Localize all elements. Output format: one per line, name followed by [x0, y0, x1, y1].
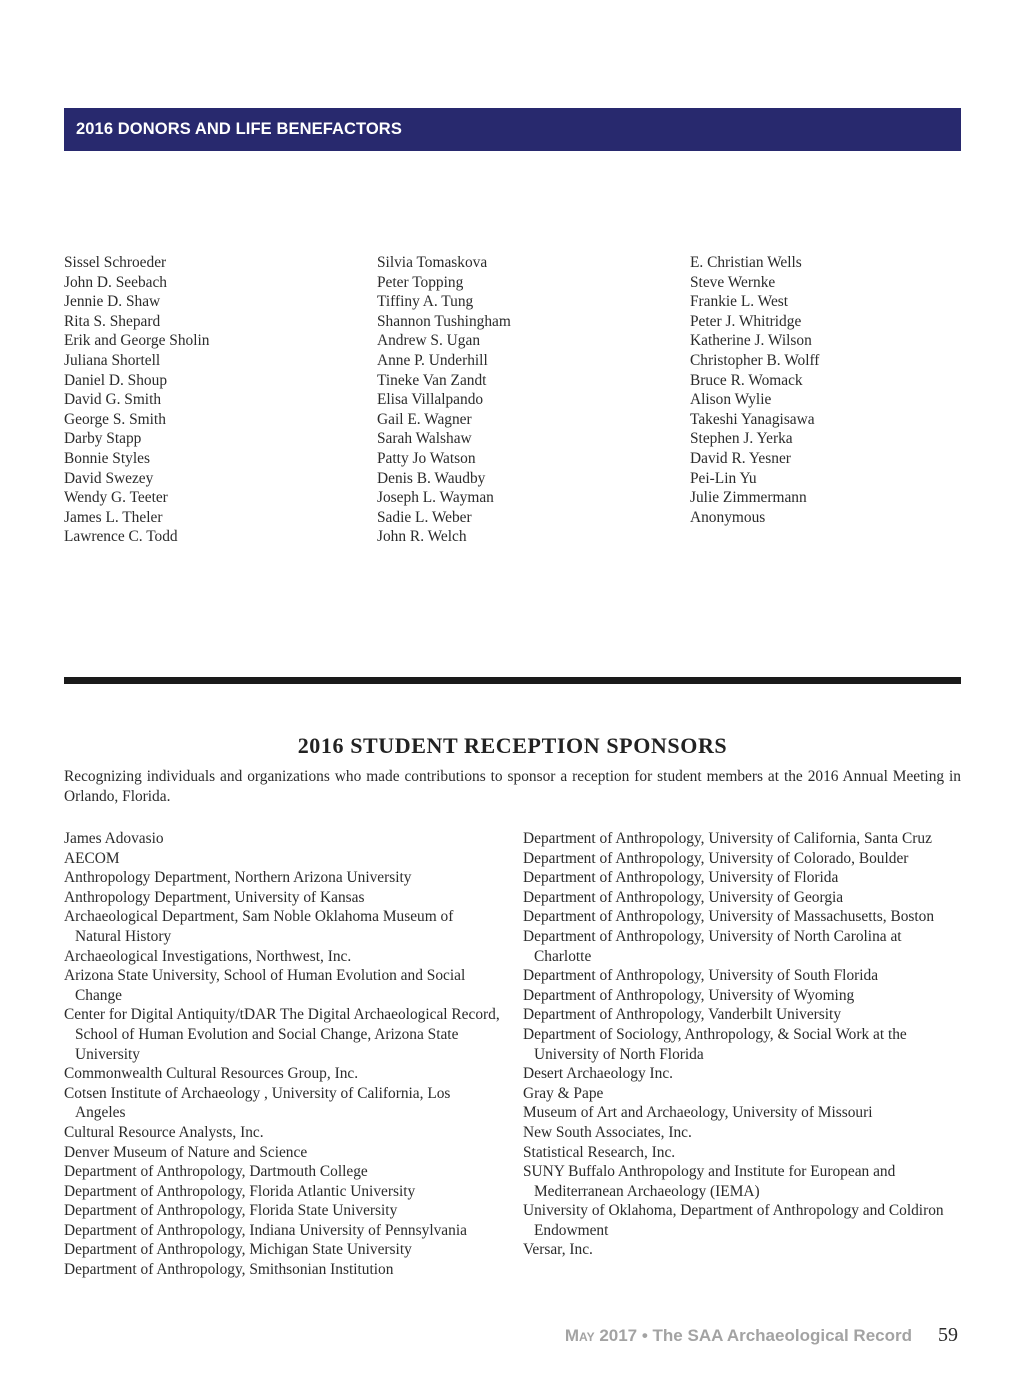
donor-name: Silvia Tomaskova — [377, 254, 488, 271]
donor-name: Patty Jo Watson — [377, 449, 476, 467]
donor-name: Anonymous — [690, 508, 766, 526]
donor-name: Juliana Shortell — [64, 351, 161, 369]
sponsor-name: New South Associates, Inc. — [523, 1123, 692, 1141]
sponsors-column-1 — [64, 829, 502, 1280]
donor-name: John D. Seebach — [64, 273, 168, 291]
donor-name: Gail E. Wagner — [377, 410, 472, 428]
donor-name: Christopher B. Wolff — [690, 351, 820, 369]
donor-name: Sadie L. Weber — [377, 508, 472, 526]
sponsor-name: University of Oklahoma, Department of Anthropology and Coldiron Endowment — [523, 1202, 944, 1239]
donor-name: Daniel D. Shoup — [64, 371, 168, 389]
sponsor-name: Department of Anthropology, Indiana University of Pennsylvania — [64, 1221, 467, 1239]
donor-name: James L. Theler — [64, 508, 163, 526]
donor-name: Bonnie Styles — [64, 449, 150, 467]
sponsors-section-heading: 2016 STUDENT RECEPTION SPONSORS — [297, 733, 728, 758]
donor-name: Peter Topping — [377, 273, 464, 291]
sponsor-name: Denver Museum of Nature and Science — [64, 1143, 308, 1161]
sponsor-name: Versar, Inc. — [523, 1241, 593, 1259]
sponsor-name: Department of Anthropology, Florida Atlantic University — [64, 1182, 416, 1200]
sponsor-name: Cotsen Institute of Archaeology , University of California, Los Angeles — [64, 1084, 451, 1122]
donor-name: Andrew S. Ugan — [377, 332, 481, 350]
sponsor-name: Museum of Art and Archaeology, University of Missouri — [523, 1104, 873, 1122]
donor-name: Darby Stapp — [64, 430, 142, 448]
donor-name: E. Christian Wells — [690, 254, 802, 271]
donors-column-3 — [690, 253, 819, 527]
sponsor-name: Center for Digital Antiquity/tDAR The Digital Archaeological Record, School of Human Evolution and Social Change, Arizona State University — [64, 1006, 500, 1063]
sponsor-name: Department of Anthropology, University of North Carolina at Charlotte — [523, 927, 902, 965]
sponsor-name: Department of Anthropology, University of Massachusetts, Boston — [523, 908, 935, 926]
sponsor-name: Department of Anthropology, University of Georgia — [523, 888, 844, 906]
sponsor-name: Department of Anthropology, University of Wyoming — [523, 986, 855, 1004]
donors-section-heading: 2016 DONORS AND LIFE BENEFACTORS — [76, 120, 402, 138]
donor-name: John R. Welch — [377, 528, 467, 546]
section-divider-rule — [64, 677, 961, 684]
sponsor-name: Department of Anthropology, Florida State University — [64, 1202, 398, 1220]
sponsor-name: Department of Anthropology, University of California, Santa Cruz — [523, 830, 932, 847]
sponsor-name: AECOM — [64, 849, 120, 867]
sponsor-name: Anthropology Department, Northern Arizona University — [64, 869, 412, 887]
donor-name: David Swezey — [64, 469, 154, 487]
sponsor-name: Anthropology Department, University of Kansas — [64, 888, 365, 906]
sponsor-name: James Adovasio — [64, 830, 164, 847]
donors-section-banner — [64, 108, 961, 151]
donor-name: Sissel Schroeder — [64, 254, 167, 271]
donor-name: Sarah Walshaw — [377, 430, 472, 448]
sponsor-name: Desert Archaeology Inc. — [523, 1065, 673, 1083]
sponsor-name: Department of Anthropology, Vanderbilt University — [523, 1006, 842, 1024]
donors-column-1 — [64, 253, 209, 547]
sponsor-name: Archaeological Department, Sam Noble Oklahoma Museum of Natural History — [64, 908, 454, 945]
donor-name: Erik and George Sholin — [64, 332, 210, 350]
donor-name: David G. Smith — [64, 391, 162, 409]
donors-column-2 — [377, 253, 511, 547]
sponsors-intro-text: Recognizing individuals and organizations who made contributions to sponsor a reception for student members at the 2016 Annual Meeting in Orlando, Florida. — [64, 768, 961, 805]
donor-name: Joseph L. Wayman — [377, 489, 494, 507]
donor-name: Stephen J. Yerka — [690, 430, 793, 448]
sponsor-name: Department of Anthropology, University of South Florida — [523, 967, 879, 985]
sponsor-name: Statistical Research, Inc. — [523, 1143, 676, 1161]
donor-name: George S. Smith — [64, 410, 166, 428]
sponsor-name: Cultural Resource Analysts, Inc. — [64, 1123, 264, 1141]
donor-name: Tineke Van Zandt — [377, 371, 487, 389]
donor-name: Lawrence C. Todd — [64, 528, 178, 546]
donor-name: David R. Yesner — [690, 449, 791, 467]
donor-name: Bruce R. Womack — [690, 371, 803, 389]
donor-name: Anne P. Underhill — [377, 351, 488, 369]
donor-name: Takeshi Yanagisawa — [690, 410, 815, 428]
donor-name: Elisa Villalpando — [377, 391, 484, 409]
donor-name: Julie Zimmermann — [690, 489, 807, 507]
donor-name: Katherine J. Wilson — [690, 332, 812, 350]
sponsor-name: Department of Anthropology, University of Florida — [523, 869, 839, 887]
sponsor-name: Commonwealth Cultural Resources Group, Inc. — [64, 1065, 359, 1083]
page-number: 59 — [938, 1324, 958, 1346]
footer-publication — [565, 1326, 912, 1346]
sponsor-name: Department of Sociology, Anthropology, & Social Work at the University of North Florida — [523, 1025, 907, 1063]
sponsor-name: Gray & Pape — [523, 1084, 604, 1102]
donor-name: Tiffiny A. Tung — [377, 293, 474, 311]
donor-name: Rita S. Shepard — [64, 312, 161, 330]
sponsor-name: Department of Anthropology, Michigan State University — [64, 1241, 412, 1259]
donor-name: Jennie D. Shaw — [64, 293, 161, 311]
donor-name: Shannon Tushingham — [377, 312, 511, 330]
donor-name: Pei-Lin Yu — [690, 469, 757, 487]
sponsor-name: Department of Anthropology, Smithsonian Institution — [64, 1261, 394, 1279]
donor-name: Alison Wylie — [690, 391, 772, 409]
sponsor-name: Arizona State University, School of Human Evolution and Social Change — [64, 967, 466, 1004]
page-footer — [565, 1324, 958, 1347]
footer-year-and-title: 2017 • The SAA Archaeological Record — [599, 1326, 912, 1345]
donor-name: Frankie L. West — [690, 293, 789, 311]
sponsor-name: SUNY Buffalo Anthropology and Institute for European and Mediterranean Archaeology (IEMA) — [523, 1163, 896, 1200]
sponsors-column-2 — [523, 829, 961, 1260]
footer-month: May — [564, 1326, 595, 1345]
donor-name: Peter J. Whitridge — [690, 312, 802, 330]
sponsor-name: Department of Anthropology, University of Colorado, Boulder — [523, 849, 909, 867]
donor-name: Wendy G. Teeter — [64, 489, 168, 507]
sponsor-name: Archaeological Investigations, Northwest, Inc. — [64, 947, 352, 965]
donor-name: Denis B. Waudby — [377, 469, 486, 487]
sponsor-name: Department of Anthropology, Dartmouth College — [64, 1163, 368, 1181]
donor-name: Steve Wernke — [690, 273, 776, 291]
